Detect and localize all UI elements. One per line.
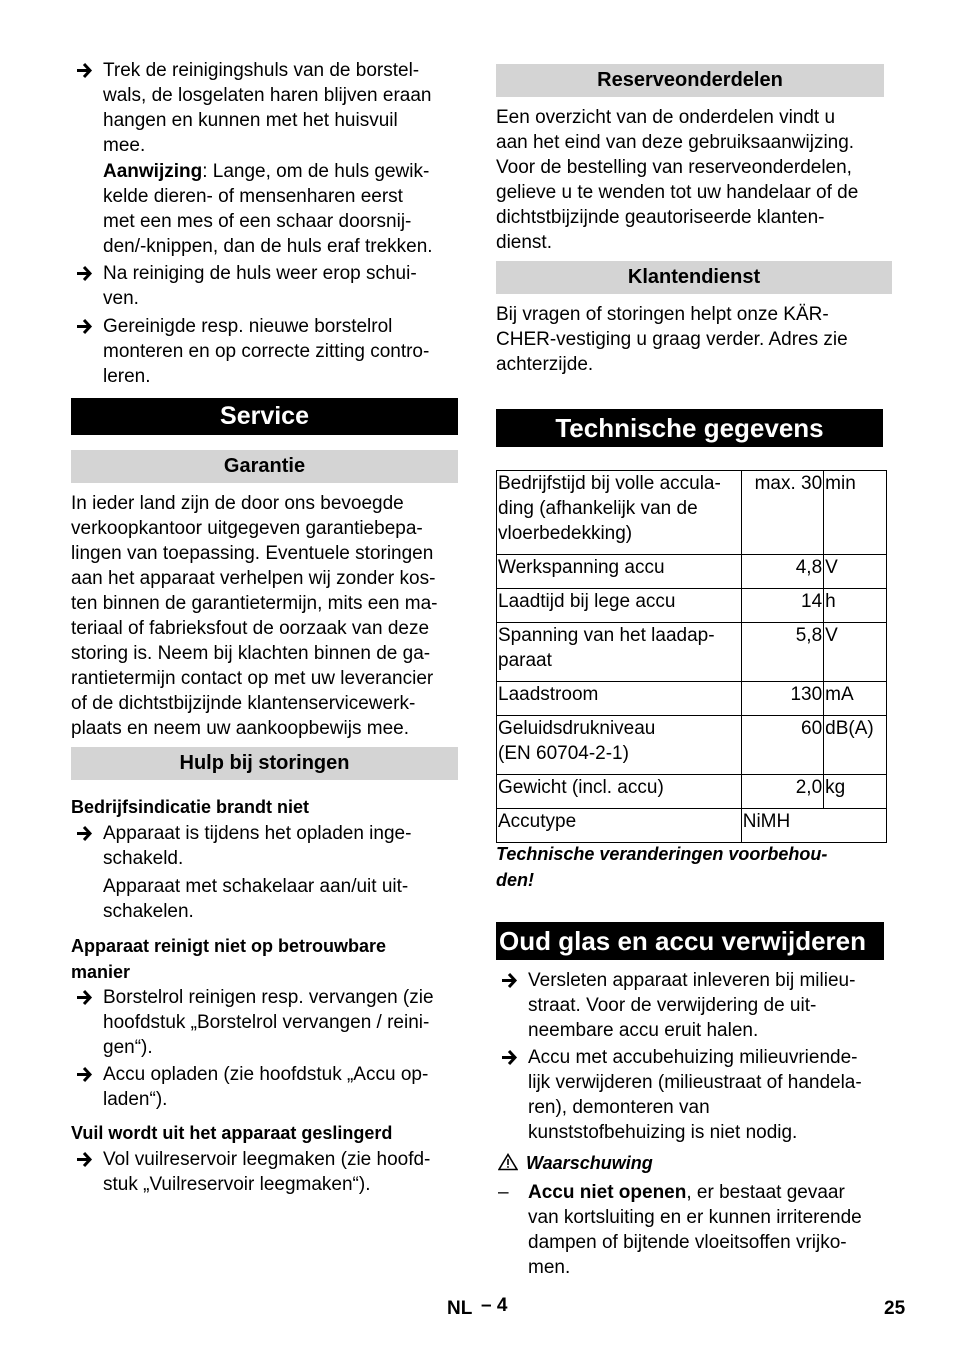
garantie-paragraph: In ieder land zijn de door ons bevoegde verkoopkantoor uitgegeven garantiebepa- lingen van toepassing. Eventuele storingen aan het apparaat verhelpen wij zonder kos- ten binnen de garantietermijn, mits een ma- teriaal of fabrieksfout de oorzaak van deze storing is. Neem bij klachten binnen de ga- rantietermijn contact op met uw leverancier of de dichtstbijzijnde klantenservicewerk- plaats en neem uw aankoopbewijs mee. (71, 493, 438, 739)
spec-unit: h (824, 589, 887, 623)
warning-label: Waarschuwing (526, 1153, 653, 1173)
arrow-right-icon (75, 1147, 95, 1172)
spec-value: 14 (741, 589, 823, 623)
list-item (71, 1062, 458, 1112)
trouble-heading: Bedrijfsindicatie brandt niet (71, 797, 310, 817)
spec-table (496, 470, 887, 843)
spec-unit: V (824, 623, 887, 682)
spec-unit: mA (824, 682, 887, 716)
subsection-heading-garantie: Garantie (71, 450, 458, 483)
list-item-text: Borstelrol reinigen resp. vervangen (zie hoofdstuk „Borstelrol vervangen / reini- gen“). (103, 987, 434, 1058)
list-item-text: Apparaat is tijdens het opladen inge- schakeld. (103, 823, 412, 869)
list-item-text: Accu met accubehuizing milieuvriende- lijk verwijderen (milieustraat of handela- ren), demonteren van kunststofbehuizing is niet nodig. (528, 1047, 862, 1143)
spec-row (497, 589, 887, 623)
subsection-heading-hulp: Hulp bij storingen (71, 747, 458, 780)
list-item-text: Accu opladen (zie hoofdstuk „Accu op- laden“). (103, 1064, 429, 1110)
spec-value: 5,8 (741, 623, 823, 682)
section-heading-technische-gegevens: Technische gegevens (496, 409, 883, 447)
note-label: Aanwijzing (103, 161, 203, 182)
arrow-right-icon (75, 821, 95, 846)
warning-text: , er bestaat gevaar (686, 1182, 845, 1203)
arrow-right-icon (500, 1045, 520, 1070)
arrow-right-icon (75, 58, 95, 83)
dash-bullet: – (498, 1182, 509, 1203)
warning-line (498, 1151, 653, 1176)
indent-text: Apparaat met schakelaar aan/uit uit- schakelen. (103, 876, 409, 922)
list-item-text: Vol vuilreservoir leegmaken (zie hoofd- stuk „Vuilreservoir leegmaken“). (103, 1149, 431, 1195)
section-heading-oud-glas: Oud glas en accu verwijderen (496, 922, 884, 960)
footer-lang: NL (447, 1298, 473, 1319)
spec-label: Accutype (497, 809, 742, 843)
warning-bold: Accu niet openen (528, 1182, 687, 1203)
warning-icon (498, 1153, 518, 1171)
section-heading-service: Service (71, 398, 458, 435)
list-item-text: Versleten apparaat inleveren bij milieu- straat. Voor de verwijdering de uit- neembare accu eruit halen. (528, 970, 856, 1041)
spec-value: NiMH (741, 809, 886, 843)
spec-label: Werkspanning accu (497, 555, 742, 589)
spec-row (497, 716, 887, 775)
spec-label: Gewicht (incl. accu) (497, 775, 742, 809)
trouble-heading: Vuil wordt uit het apparaat geslingerd (71, 1123, 393, 1143)
subsection-heading-klantendienst: Klantendienst (496, 261, 892, 294)
spec-value: 2,0 (741, 775, 823, 809)
spec-row (497, 775, 887, 809)
list-item-text: Gereinigde resp. nieuwe borstelrol monteren en op correcte zitting contro- leren. (103, 316, 430, 387)
spec-row (497, 623, 887, 682)
spec-value: 130 (741, 682, 823, 716)
klanten-paragraph: Bij vragen of storingen helpt onze KÄR- CHER-vestiging u graag verder. Adres zie achterzijde. (496, 304, 848, 375)
trouble-heading: Apparaat reinigt niet op betrouwbare manier (71, 936, 387, 982)
note-text: : Lange, om de huls gewik- (202, 161, 430, 182)
note-rest: kelde dieren- of mensenharen eerst met een mes of een schaar doorsnij- den/-knippen, dan de huls eraf trekken. (103, 186, 433, 257)
spec-row (497, 682, 887, 716)
page-number: 25 (884, 1298, 906, 1319)
list-item-text: Trek de reinigingshuls van de borstel- wals, de losgelaten haren blijven eraan hangen en kunnen met het huisvuil mee. (103, 60, 432, 156)
arrow-right-icon (75, 985, 95, 1010)
warning-rest: van kortsluiting en er kunnen irriterende dampen of bijtende vloeitsoffen vrijko- men. (528, 1207, 862, 1278)
spec-value: 4,8 (741, 555, 823, 589)
spec-value: 60 (741, 716, 823, 775)
spec-label: Laadtijd bij lege accu (497, 589, 742, 623)
spec-label: Spanning van het laadap- paraat (497, 623, 742, 682)
spec-unit: min (824, 471, 887, 555)
spec-value: max. 30 (741, 471, 823, 555)
spec-unit: dB(A) (824, 716, 887, 775)
list-item (71, 1147, 458, 1197)
subsection-heading-reserve: Reserveonderdelen (496, 64, 884, 97)
spec-row (497, 471, 887, 555)
list-item (71, 821, 458, 871)
list-item-text: Na reiniging de huls weer erop schui- ven. (103, 263, 417, 309)
spec-unit: V (824, 555, 887, 589)
tech-note: Technische veranderingen voorbehou- den! (496, 844, 828, 890)
footer-dash-page: – 4 (481, 1295, 508, 1316)
arrow-right-icon (75, 1062, 95, 1087)
arrow-right-icon (75, 261, 95, 286)
spec-unit: kg (824, 775, 887, 809)
list-item (496, 968, 888, 1043)
list-item (496, 1045, 888, 1145)
spec-label: Laadstroom (497, 682, 742, 716)
arrow-right-icon (75, 314, 95, 339)
list-item (71, 261, 458, 311)
spec-row (497, 809, 887, 843)
arrow-right-icon (500, 968, 520, 993)
spec-row (497, 555, 887, 589)
list-item (71, 985, 458, 1060)
list-item (71, 58, 458, 158)
reserve-paragraph: Een overzicht van de onderdelen vindt u aan het eind van deze gebruiksaanwijzing. Voor de bestelling van reserveonderdelen, gelieve u te wenden tot uw handelaar of de dichtstbijzijnde geautoriseerde klanten- dienst. (496, 107, 859, 253)
spec-label: Bedrijfstijd bij volle accula- ding (afhankelijk van de vloerbedekking) (497, 471, 742, 555)
warning-paragraph (528, 1180, 888, 1280)
note-paragraph (103, 159, 458, 259)
list-item (71, 314, 458, 389)
spec-label: Geluidsdrukniveau (EN 60704-2-1) (497, 716, 742, 775)
